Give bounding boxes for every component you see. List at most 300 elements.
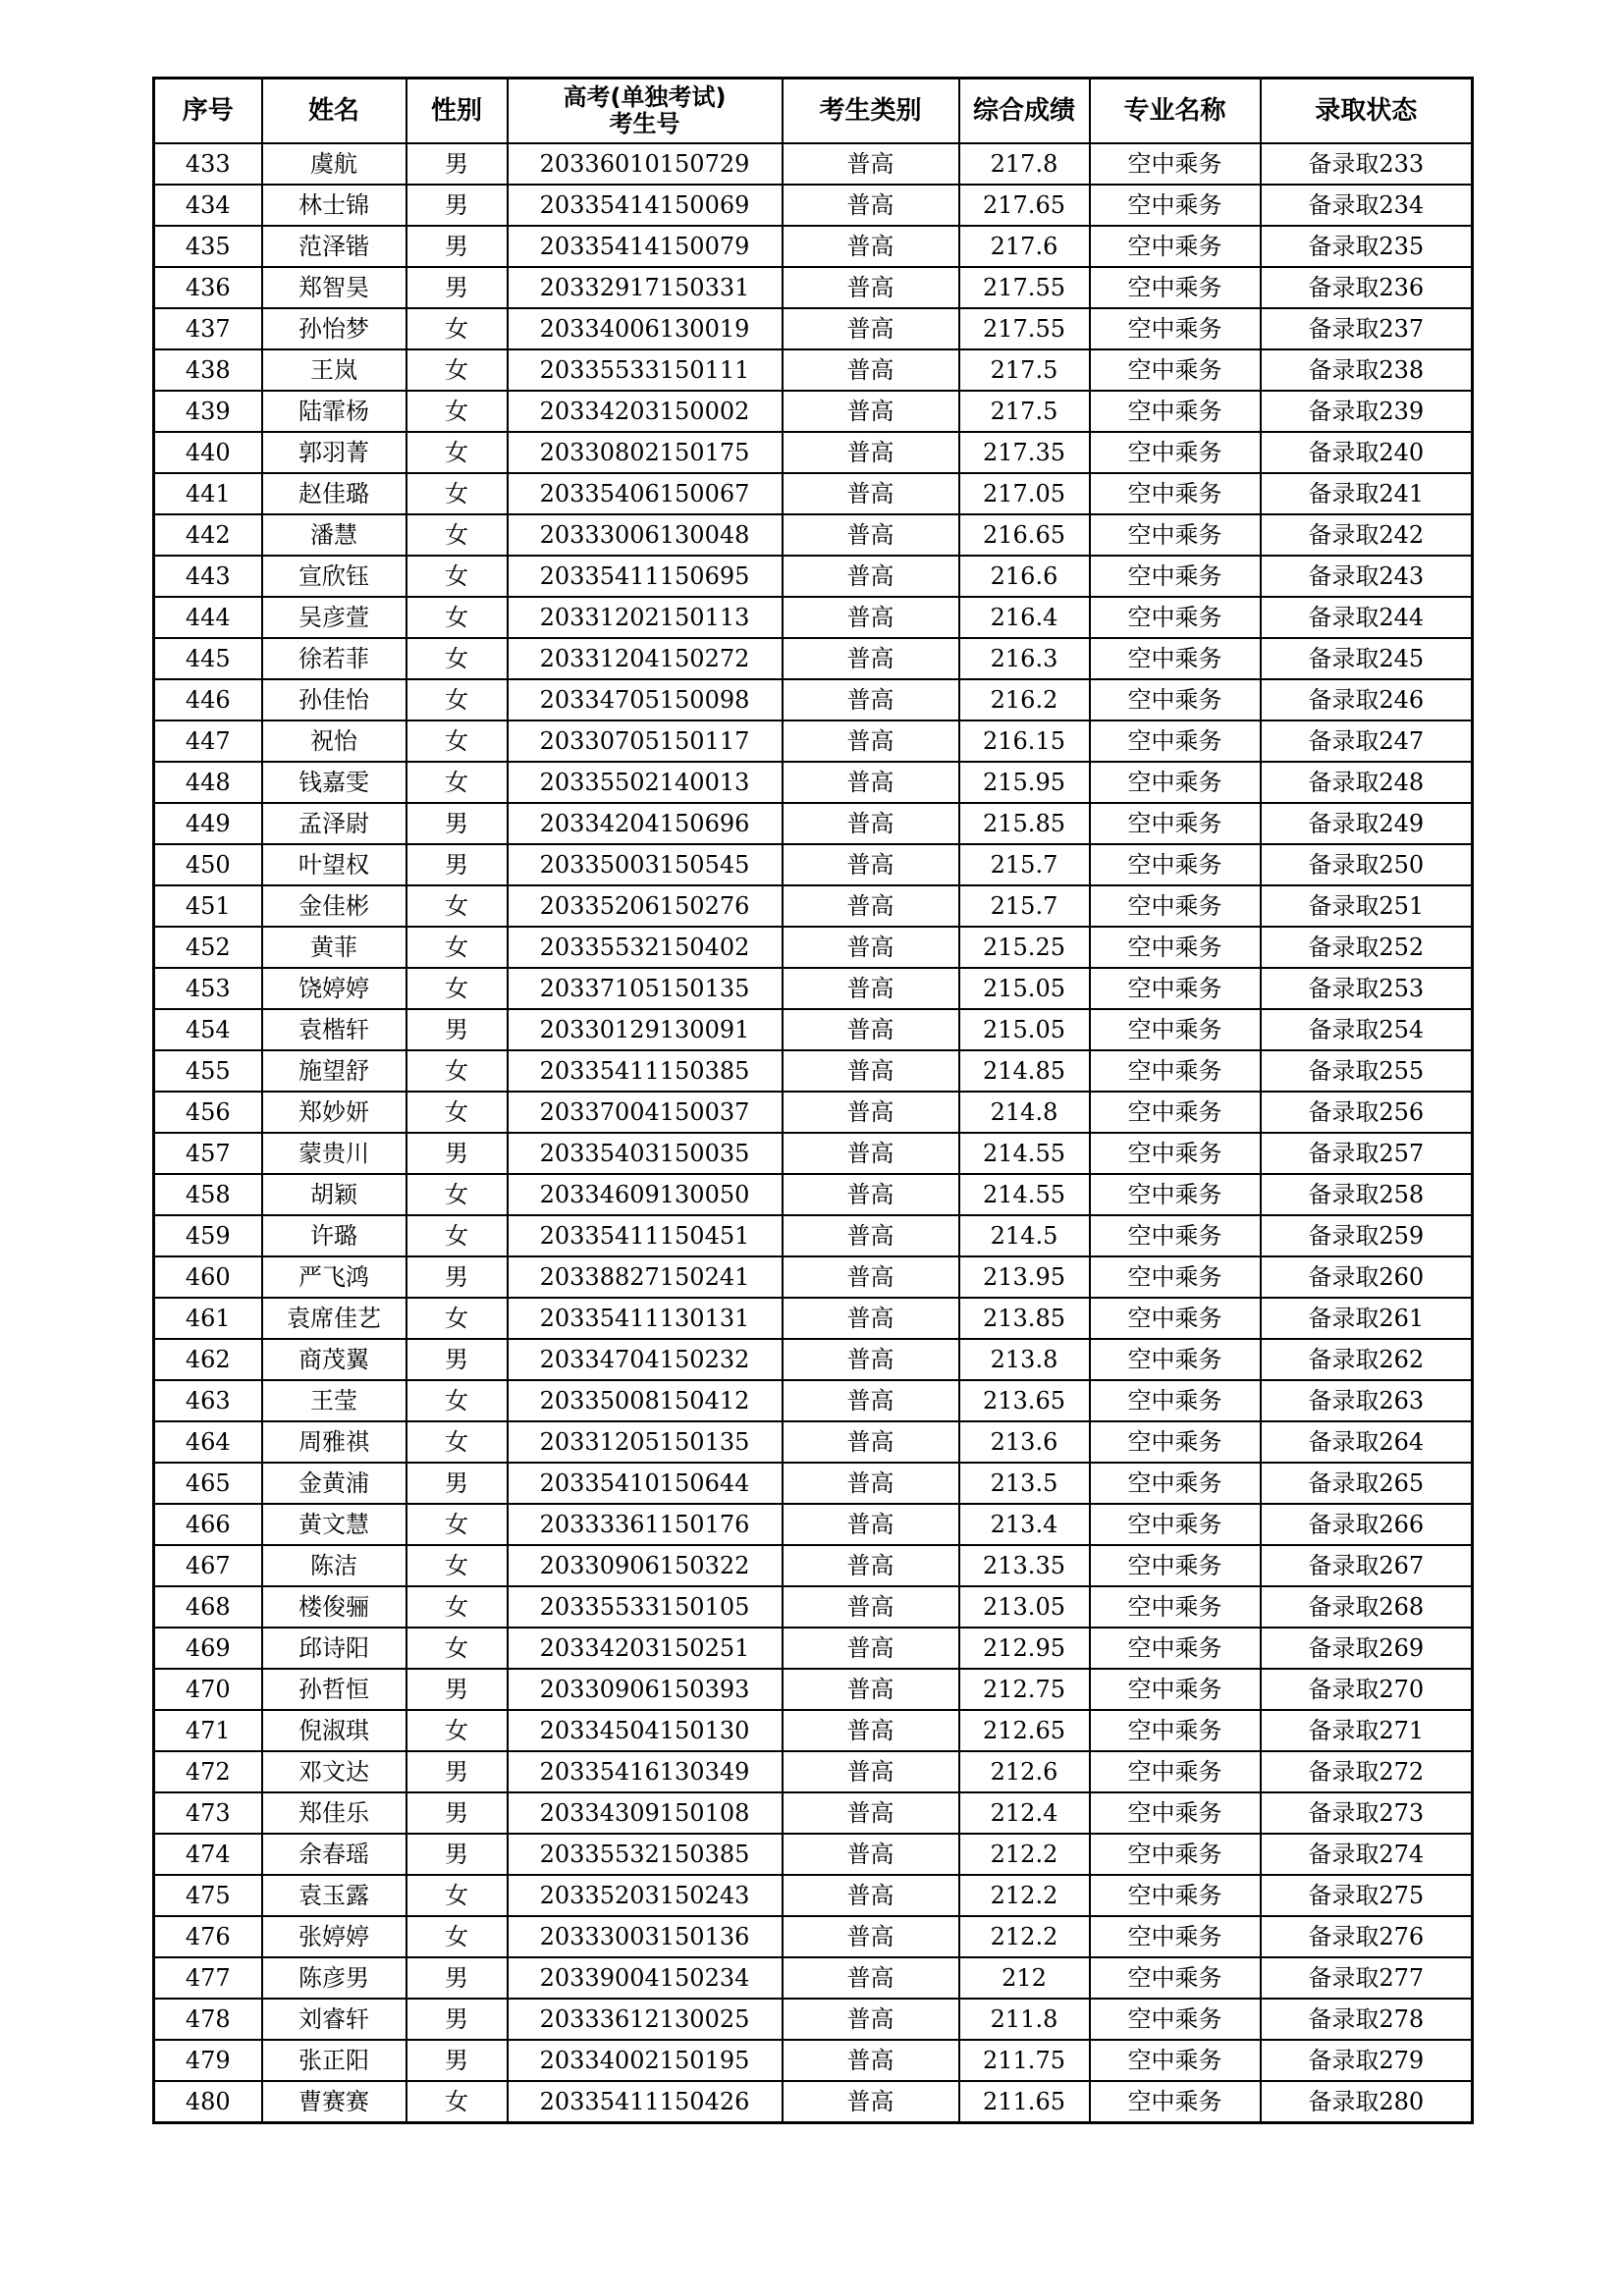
- cell-major: 空中乘务: [1090, 1009, 1261, 1050]
- cell-seq: 448: [154, 762, 262, 803]
- cell-seq: 456: [154, 1092, 262, 1133]
- cell-exam-id: 20333612130025: [508, 1999, 783, 2040]
- cell-category: 普高: [783, 1256, 959, 1298]
- cell-category: 普高: [783, 1009, 959, 1050]
- cell-major: 空中乘务: [1090, 1092, 1261, 1133]
- cell-category: 普高: [783, 844, 959, 885]
- cell-name: 张正阳: [262, 2040, 406, 2081]
- table-row: [154, 514, 1473, 556]
- cell-seq: 460: [154, 1256, 262, 1298]
- cell-major: 空中乘务: [1090, 844, 1261, 885]
- cell-status: 备录取271: [1261, 1710, 1473, 1751]
- cell-score: 217.05: [959, 473, 1090, 514]
- cell-exam-id: 20337004150037: [508, 1092, 783, 1133]
- cell-status: 备录取237: [1261, 308, 1473, 349]
- cell-seq: 437: [154, 308, 262, 349]
- cell-status: 备录取245: [1261, 638, 1473, 679]
- cell-name: 郭羽菁: [262, 432, 406, 473]
- cell-exam-id: 20335411150385: [508, 1050, 783, 1092]
- cell-gender: 女: [406, 514, 508, 556]
- cell-score: 212.2: [959, 1916, 1090, 1957]
- cell-major: 空中乘务: [1090, 2081, 1261, 2123]
- cell-exam-id: 20335532150385: [508, 1834, 783, 1875]
- cell-seq: 476: [154, 1916, 262, 1957]
- cell-name: 蒙贵川: [262, 1133, 406, 1174]
- cell-name: 施望舒: [262, 1050, 406, 1092]
- cell-category: 普高: [783, 1586, 959, 1628]
- cell-exam-id: 20336010150729: [508, 143, 783, 185]
- cell-score: 213.8: [959, 1339, 1090, 1380]
- cell-seq: 463: [154, 1380, 262, 1421]
- cell-name: 虞航: [262, 143, 406, 185]
- cell-score: 215.7: [959, 844, 1090, 885]
- cell-gender: 女: [406, 1092, 508, 1133]
- table-row: [154, 391, 1473, 432]
- cell-gender: 男: [406, 2040, 508, 2081]
- table-row: [154, 1339, 1473, 1380]
- cell-name: 赵佳璐: [262, 473, 406, 514]
- header-status: 录取状态: [1261, 79, 1473, 144]
- cell-status: 备录取270: [1261, 1669, 1473, 1710]
- cell-score: 212.6: [959, 1751, 1090, 1792]
- cell-name: 黄文慧: [262, 1504, 406, 1545]
- cell-category: 普高: [783, 885, 959, 927]
- cell-score: 211.75: [959, 2040, 1090, 2081]
- cell-name: 袁楷轩: [262, 1009, 406, 1050]
- cell-score: 217.55: [959, 308, 1090, 349]
- cell-gender: 女: [406, 885, 508, 927]
- cell-seq: 458: [154, 1174, 262, 1215]
- cell-score: 214.55: [959, 1133, 1090, 1174]
- cell-seq: 461: [154, 1298, 262, 1339]
- table-row: [154, 226, 1473, 267]
- cell-seq: 443: [154, 556, 262, 597]
- cell-exam-id: 20330906150393: [508, 1669, 783, 1710]
- cell-score: 217.5: [959, 349, 1090, 391]
- table-row: [154, 308, 1473, 349]
- cell-status: 备录取260: [1261, 1256, 1473, 1298]
- cell-major: 空中乘务: [1090, 1463, 1261, 1504]
- cell-seq: 450: [154, 844, 262, 885]
- cell-category: 普高: [783, 1092, 959, 1133]
- cell-score: 213.05: [959, 1586, 1090, 1628]
- table-row: [154, 1669, 1473, 1710]
- cell-major: 空中乘务: [1090, 1380, 1261, 1421]
- table-body: [154, 143, 1473, 2123]
- cell-category: 普高: [783, 679, 959, 721]
- table-row: [154, 556, 1473, 597]
- cell-seq: 447: [154, 721, 262, 762]
- cell-score: 216.2: [959, 679, 1090, 721]
- table-row: [154, 1875, 1473, 1916]
- cell-category: 普高: [783, 556, 959, 597]
- cell-exam-id: 20334504150130: [508, 1710, 783, 1751]
- cell-status: 备录取263: [1261, 1380, 1473, 1421]
- cell-gender: 男: [406, 185, 508, 226]
- cell-exam-id: 20331202150113: [508, 597, 783, 638]
- cell-gender: 女: [406, 349, 508, 391]
- cell-status: 备录取249: [1261, 803, 1473, 844]
- cell-seq: 440: [154, 432, 262, 473]
- cell-name: 王岚: [262, 349, 406, 391]
- cell-major: 空中乘务: [1090, 721, 1261, 762]
- table-row: [154, 1545, 1473, 1586]
- cell-major: 空中乘务: [1090, 1586, 1261, 1628]
- cell-exam-id: 20334309150108: [508, 1792, 783, 1834]
- cell-gender: 男: [406, 1957, 508, 1999]
- table-row: [154, 1916, 1473, 1957]
- cell-exam-id: 20337105150135: [508, 968, 783, 1009]
- cell-gender: 女: [406, 1710, 508, 1751]
- cell-name: 金佳彬: [262, 885, 406, 927]
- cell-gender: 女: [406, 597, 508, 638]
- cell-status: 备录取258: [1261, 1174, 1473, 1215]
- cell-seq: 480: [154, 2081, 262, 2123]
- table-row: [154, 1421, 1473, 1463]
- table-row: [154, 1710, 1473, 1751]
- cell-major: 空中乘务: [1090, 638, 1261, 679]
- cell-score: 213.35: [959, 1545, 1090, 1586]
- cell-seq: 470: [154, 1669, 262, 1710]
- cell-score: 217.55: [959, 267, 1090, 308]
- cell-status: 备录取278: [1261, 1999, 1473, 2040]
- cell-category: 普高: [783, 514, 959, 556]
- cell-seq: 467: [154, 1545, 262, 1586]
- cell-gender: 女: [406, 1380, 508, 1421]
- cell-category: 普高: [783, 1298, 959, 1339]
- cell-name: 郑妙妍: [262, 1092, 406, 1133]
- table-row: [154, 1380, 1473, 1421]
- cell-seq: 436: [154, 267, 262, 308]
- cell-gender: 男: [406, 1339, 508, 1380]
- cell-score: 214.8: [959, 1092, 1090, 1133]
- cell-seq: 433: [154, 143, 262, 185]
- cell-category: 普高: [783, 1999, 959, 2040]
- cell-score: 213.85: [959, 1298, 1090, 1339]
- cell-exam-id: 20332917150331: [508, 267, 783, 308]
- cell-status: 备录取251: [1261, 885, 1473, 927]
- cell-score: 215.25: [959, 927, 1090, 968]
- cell-status: 备录取276: [1261, 1916, 1473, 1957]
- cell-major: 空中乘务: [1090, 597, 1261, 638]
- admission-table: [152, 77, 1474, 2124]
- cell-category: 普高: [783, 185, 959, 226]
- cell-name: 钱嘉雯: [262, 762, 406, 803]
- cell-major: 空中乘务: [1090, 1957, 1261, 1999]
- cell-major: 空中乘务: [1090, 267, 1261, 308]
- cell-gender: 女: [406, 1050, 508, 1092]
- cell-major: 空中乘务: [1090, 514, 1261, 556]
- table-row: [154, 762, 1473, 803]
- cell-category: 普高: [783, 267, 959, 308]
- cell-seq: 444: [154, 597, 262, 638]
- cell-major: 空中乘务: [1090, 1916, 1261, 1957]
- cell-gender: 女: [406, 308, 508, 349]
- cell-score: 214.55: [959, 1174, 1090, 1215]
- cell-status: 备录取247: [1261, 721, 1473, 762]
- table-row: [154, 1792, 1473, 1834]
- cell-name: 王莹: [262, 1380, 406, 1421]
- cell-name: 孙哲恒: [262, 1669, 406, 1710]
- cell-score: 211.8: [959, 1999, 1090, 2040]
- cell-category: 普高: [783, 473, 959, 514]
- table-row: [154, 349, 1473, 391]
- cell-score: 211.65: [959, 2081, 1090, 2123]
- cell-category: 普高: [783, 143, 959, 185]
- table-row: [154, 1628, 1473, 1669]
- table-row: [154, 597, 1473, 638]
- cell-status: 备录取257: [1261, 1133, 1473, 1174]
- cell-seq: 446: [154, 679, 262, 721]
- table-row: [154, 1256, 1473, 1298]
- cell-status: 备录取248: [1261, 762, 1473, 803]
- cell-name: 袁席佳艺: [262, 1298, 406, 1339]
- cell-category: 普高: [783, 1834, 959, 1875]
- header-exam-id-line2: 考生号: [609, 110, 680, 137]
- cell-status: 备录取272: [1261, 1751, 1473, 1792]
- cell-seq: 454: [154, 1009, 262, 1050]
- cell-category: 普高: [783, 721, 959, 762]
- cell-category: 普高: [783, 1669, 959, 1710]
- table-row: [154, 1463, 1473, 1504]
- cell-score: 212.75: [959, 1669, 1090, 1710]
- cell-score: 217.65: [959, 185, 1090, 226]
- cell-gender: 女: [406, 1298, 508, 1339]
- cell-major: 空中乘务: [1090, 927, 1261, 968]
- cell-name: 金黄浦: [262, 1463, 406, 1504]
- cell-exam-id: 20330705150117: [508, 721, 783, 762]
- table-row: [154, 2040, 1473, 2081]
- cell-gender: 女: [406, 1586, 508, 1628]
- cell-name: 倪淑琪: [262, 1710, 406, 1751]
- cell-category: 普高: [783, 1174, 959, 1215]
- cell-gender: 男: [406, 1133, 508, 1174]
- cell-gender: 男: [406, 803, 508, 844]
- cell-name: 余春瑶: [262, 1834, 406, 1875]
- cell-name: 吴彦萱: [262, 597, 406, 638]
- cell-major: 空中乘务: [1090, 143, 1261, 185]
- cell-status: 备录取265: [1261, 1463, 1473, 1504]
- cell-score: 216.6: [959, 556, 1090, 597]
- cell-score: 213.95: [959, 1256, 1090, 1298]
- cell-seq: 478: [154, 1999, 262, 2040]
- cell-seq: 455: [154, 1050, 262, 1092]
- cell-category: 普高: [783, 803, 959, 844]
- cell-exam-id: 20333361150176: [508, 1504, 783, 1545]
- cell-name: 曹赛赛: [262, 2081, 406, 2123]
- cell-gender: 女: [406, 927, 508, 968]
- cell-exam-id: 20331204150272: [508, 638, 783, 679]
- table-row: [154, 185, 1473, 226]
- cell-score: 215.95: [959, 762, 1090, 803]
- table-row: [154, 1133, 1473, 1174]
- cell-exam-id: 20335411150451: [508, 1215, 783, 1256]
- cell-status: 备录取262: [1261, 1339, 1473, 1380]
- cell-name: 楼俊骊: [262, 1586, 406, 1628]
- cell-status: 备录取253: [1261, 968, 1473, 1009]
- cell-seq: 469: [154, 1628, 262, 1669]
- cell-seq: 465: [154, 1463, 262, 1504]
- cell-name: 饶婷婷: [262, 968, 406, 1009]
- cell-name: 潘慧: [262, 514, 406, 556]
- cell-status: 备录取273: [1261, 1792, 1473, 1834]
- table-row: [154, 432, 1473, 473]
- header-major: 专业名称: [1090, 79, 1261, 144]
- table-row: [154, 473, 1473, 514]
- cell-name: 邓文达: [262, 1751, 406, 1792]
- cell-major: 空中乘务: [1090, 2040, 1261, 2081]
- cell-seq: 472: [154, 1751, 262, 1792]
- cell-major: 空中乘务: [1090, 1339, 1261, 1380]
- cell-major: 空中乘务: [1090, 1710, 1261, 1751]
- cell-status: 备录取266: [1261, 1504, 1473, 1545]
- cell-major: 空中乘务: [1090, 1669, 1261, 1710]
- cell-category: 普高: [783, 597, 959, 638]
- cell-status: 备录取238: [1261, 349, 1473, 391]
- cell-seq: 442: [154, 514, 262, 556]
- cell-category: 普高: [783, 432, 959, 473]
- cell-name: 黄菲: [262, 927, 406, 968]
- cell-gender: 女: [406, 1628, 508, 1669]
- cell-category: 普高: [783, 1751, 959, 1792]
- cell-exam-id: 20335003150545: [508, 844, 783, 885]
- cell-major: 空中乘务: [1090, 473, 1261, 514]
- cell-score: 217.35: [959, 432, 1090, 473]
- cell-score: 216.65: [959, 514, 1090, 556]
- cell-status: 备录取255: [1261, 1050, 1473, 1092]
- table-header: [154, 79, 1473, 144]
- cell-major: 空中乘务: [1090, 1133, 1261, 1174]
- table-row: [154, 1009, 1473, 1050]
- cell-category: 普高: [783, 1339, 959, 1380]
- cell-status: 备录取264: [1261, 1421, 1473, 1463]
- cell-gender: 男: [406, 1751, 508, 1792]
- table-row: [154, 803, 1473, 844]
- cell-name: 邱诗阳: [262, 1628, 406, 1669]
- cell-score: 212: [959, 1957, 1090, 1999]
- cell-major: 空中乘务: [1090, 1834, 1261, 1875]
- cell-status: 备录取241: [1261, 473, 1473, 514]
- cell-exam-id: 20334704150232: [508, 1339, 783, 1380]
- cell-exam-id: 20335502140013: [508, 762, 783, 803]
- header-row: [154, 79, 1473, 144]
- cell-category: 普高: [783, 1050, 959, 1092]
- cell-score: 213.5: [959, 1463, 1090, 1504]
- cell-gender: 男: [406, 267, 508, 308]
- cell-name: 陈彦男: [262, 1957, 406, 1999]
- cell-status: 备录取235: [1261, 226, 1473, 267]
- cell-exam-id: 20331205150135: [508, 1421, 783, 1463]
- cell-category: 普高: [783, 1792, 959, 1834]
- table-row: [154, 1957, 1473, 1999]
- cell-category: 普高: [783, 1421, 959, 1463]
- cell-major: 空中乘务: [1090, 1999, 1261, 2040]
- cell-name: 郑佳乐: [262, 1792, 406, 1834]
- cell-exam-id: 20334204150696: [508, 803, 783, 844]
- cell-category: 普高: [783, 2040, 959, 2081]
- cell-status: 备录取254: [1261, 1009, 1473, 1050]
- cell-seq: 449: [154, 803, 262, 844]
- cell-score: 215.85: [959, 803, 1090, 844]
- cell-gender: 女: [406, 638, 508, 679]
- cell-exam-id: 20335411150426: [508, 2081, 783, 2123]
- cell-status: 备录取268: [1261, 1586, 1473, 1628]
- cell-score: 216.15: [959, 721, 1090, 762]
- cell-category: 普高: [783, 349, 959, 391]
- table-row: [154, 267, 1473, 308]
- cell-exam-id: 20338827150241: [508, 1256, 783, 1298]
- cell-category: 普高: [783, 1463, 959, 1504]
- cell-seq: 474: [154, 1834, 262, 1875]
- cell-major: 空中乘务: [1090, 226, 1261, 267]
- cell-name: 范泽锴: [262, 226, 406, 267]
- cell-status: 备录取274: [1261, 1834, 1473, 1875]
- table-row: [154, 968, 1473, 1009]
- cell-gender: 女: [406, 2081, 508, 2123]
- cell-status: 备录取280: [1261, 2081, 1473, 2123]
- cell-status: 备录取256: [1261, 1092, 1473, 1133]
- cell-name: 袁玉露: [262, 1875, 406, 1916]
- cell-gender: 男: [406, 226, 508, 267]
- cell-seq: 445: [154, 638, 262, 679]
- cell-gender: 女: [406, 1174, 508, 1215]
- cell-score: 214.5: [959, 1215, 1090, 1256]
- cell-exam-id: 20339004150234: [508, 1957, 783, 1999]
- table-row: [154, 1999, 1473, 2040]
- cell-exam-id: 20330802150175: [508, 432, 783, 473]
- cell-major: 空中乘务: [1090, 185, 1261, 226]
- cell-major: 空中乘务: [1090, 968, 1261, 1009]
- cell-status: 备录取267: [1261, 1545, 1473, 1586]
- cell-category: 普高: [783, 1545, 959, 1586]
- cell-name: 胡颖: [262, 1174, 406, 1215]
- cell-score: 212.95: [959, 1628, 1090, 1669]
- cell-seq: 439: [154, 391, 262, 432]
- cell-status: 备录取275: [1261, 1875, 1473, 1916]
- cell-gender: 女: [406, 556, 508, 597]
- cell-major: 空中乘务: [1090, 1298, 1261, 1339]
- cell-major: 空中乘务: [1090, 391, 1261, 432]
- cell-exam-id: 20333003150136: [508, 1916, 783, 1957]
- cell-name: 林士锦: [262, 185, 406, 226]
- cell-seq: 471: [154, 1710, 262, 1751]
- cell-exam-id: 20334203150002: [508, 391, 783, 432]
- cell-exam-id: 20335203150243: [508, 1875, 783, 1916]
- cell-exam-id: 20334609130050: [508, 1174, 783, 1215]
- cell-name: 宣欣钰: [262, 556, 406, 597]
- cell-seq: 466: [154, 1504, 262, 1545]
- table-row: [154, 1092, 1473, 1133]
- cell-score: 215.05: [959, 1009, 1090, 1050]
- cell-name: 徐若菲: [262, 638, 406, 679]
- cell-status: 备录取240: [1261, 432, 1473, 473]
- table-row: [154, 1834, 1473, 1875]
- cell-score: 217.5: [959, 391, 1090, 432]
- cell-name: 祝怡: [262, 721, 406, 762]
- cell-seq: 441: [154, 473, 262, 514]
- cell-major: 空中乘务: [1090, 885, 1261, 927]
- cell-exam-id: 20335533150111: [508, 349, 783, 391]
- cell-name: 严飞鸿: [262, 1256, 406, 1298]
- cell-seq: 462: [154, 1339, 262, 1380]
- cell-seq: 434: [154, 185, 262, 226]
- cell-seq: 438: [154, 349, 262, 391]
- cell-exam-id: 20335411130131: [508, 1298, 783, 1339]
- cell-gender: 女: [406, 762, 508, 803]
- cell-exam-id: 20335410150644: [508, 1463, 783, 1504]
- cell-gender: 女: [406, 968, 508, 1009]
- cell-status: 备录取239: [1261, 391, 1473, 432]
